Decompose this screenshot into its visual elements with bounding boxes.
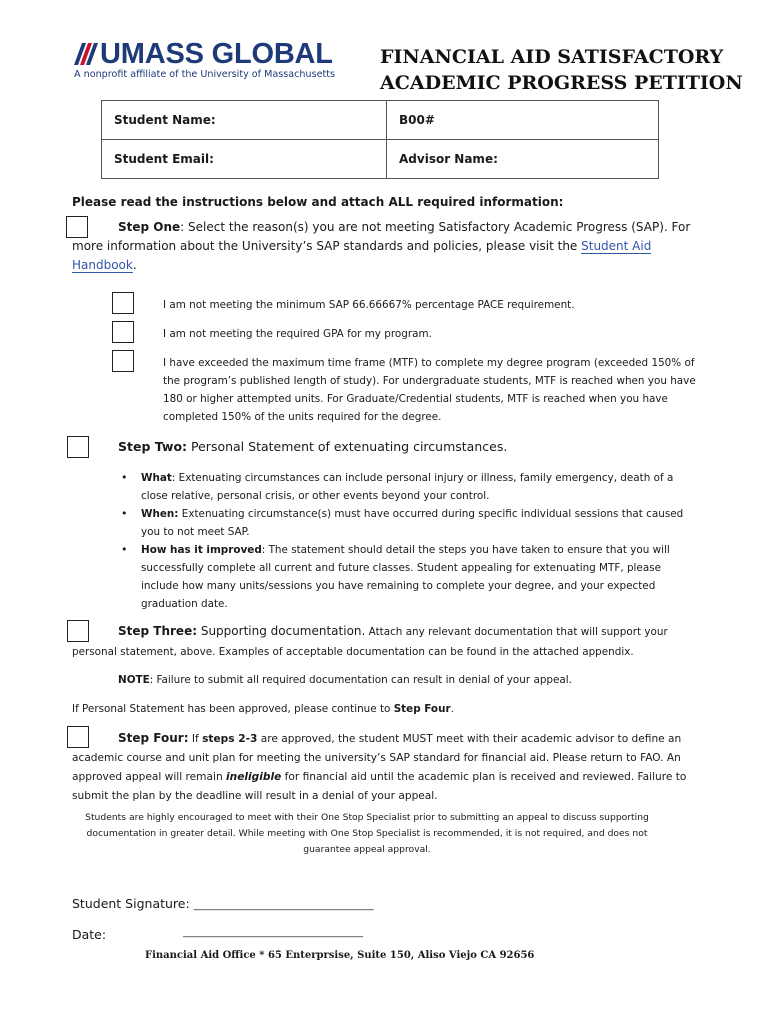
step-three-note [118,671,572,689]
step-two-checkbox[interactable] [67,436,89,458]
advisor-name-field[interactable]: Advisor Name: [387,140,659,179]
reason-gpa-checkbox[interactable] [112,321,134,343]
step-three-text-a: Supporting documentation. [197,624,366,638]
specialist-note [72,810,662,858]
signature-line[interactable]: ____________________________________ [193,900,374,911]
step-one-period: . [132,258,137,272]
continue-text [72,700,454,718]
continue-bold: Step Four [393,703,451,715]
student-aid-handbook-link[interactable]: Student Aid [581,239,652,253]
signature-label: Student Signature: [72,896,194,911]
reason-pace-text: I am not meeting the minimum SAP 66.66667% percentage PACE requirement. [163,299,575,311]
title-line-2: ACADEMIC PROGRESS PETITION [380,72,743,94]
note-label: NOTE [118,674,150,686]
specialist-note-line-3: guarantee appeal approval. [303,844,431,855]
step-four-ineligible: ineligible [226,771,282,783]
bullet-how [121,541,701,613]
step-four-text-c: academic course and unit plan for meeting the university’s SAP standard for financial aid. Please return to FAO. An [72,752,681,764]
footer-address: Financial Aid Office * 65 Enterprsise, Suite 150, Aliso Viejo CA 92656 [145,950,535,961]
student-aid-handbook-link-2[interactable]: Handbook [72,258,133,272]
step-four-text-d: approved appeal will remain [72,771,227,783]
continue-end: . [450,703,454,715]
step-two-bullets [121,469,701,613]
step-three-label: Step Three: [118,624,198,638]
b00-field[interactable]: B00# [387,101,659,140]
bullet-what-term: What [141,472,172,484]
signature-row [72,896,374,911]
specialist-note-line-1: Students are highly encouraged to meet with their One Stop Specialist prior to submitting an appeal to discuss supporting [85,812,649,823]
step-one-text [72,218,692,275]
title-line-1: FINANCIAL AID SATISFACTORY [380,46,724,68]
step-two-heading [118,437,507,456]
step-three-text [72,622,712,662]
bullet-when [121,505,701,541]
student-name-field[interactable]: Student Name: [102,101,387,140]
step-four-text-a: If [188,733,203,745]
step-three-text-c: personal statement, above. Examples of acceptable documentation can be found in the attached appendix. [72,646,634,658]
step-three-text-b: Attach any relevant documentation that will support your [365,626,668,638]
step-one-text-b: more information about the University’s SAP standards and policies, please visit the [72,239,582,253]
bullet-when-term: When: [141,508,179,520]
page-title [380,44,743,96]
step-two-text: Personal Statement of extenuating circumstances. [187,439,508,454]
step-one-text-a: : Select the reason(s) you are not meeting Satisfactory Academic Progress (SAP). For [180,220,691,234]
umass-global-logo [72,38,347,84]
bullet-when-text: Extenuating circumstance(s) must have occurred during specific individual sessions that caused you to not meet SAP. [141,508,684,538]
reason-gpa-text: I am not meeting the required GPA for my program. [163,328,432,340]
bullet-how-text: : The statement should detail the steps you have taken to ensure that you will successfully complete all current and future classes. Student appealing for extenuating MTF, please include how many units/sessions you have remaining to complete your degree, and your expected graduation date. [141,544,670,610]
bullet-what-text: : Extenuating circumstances can include personal injury or illness, family emergency, death of a close relative, personal crisis, or other events beyond your control. [141,472,674,502]
student-info-table [101,100,659,179]
step-one-label: Step One [118,220,181,234]
specialist-note-line-2: documentation in greater detail. While meeting with One Stop Specialist is recommended, it is not required, and does not [86,828,648,839]
reason-mtf-text: I have exceeded the maximum time frame (MTF) to complete my degree program (exceeded 150% of the program’s published length of study). For undergraduate students, MTF is reached when you have 180 or higher attempted units. For Graduate/Credential students, MTF is reached when you have completed 150% of the units required for the degree. [163,357,696,423]
date-line[interactable]: ____________________________________ [183,927,363,938]
reason-pace-checkbox[interactable] [112,292,134,314]
date-label: Date: [72,927,107,942]
step-four-label: Step Four: [118,731,189,745]
continue-text-a: If Personal Statement has been approved, please continue to [72,703,394,715]
step-two-label: Step Two: [118,439,188,454]
bullet-what [121,469,701,505]
student-email-field[interactable]: Student Email: [102,140,387,179]
logo-tagline: A nonprofit affiliate of the University of Massachusetts [74,69,335,80]
umass-logo-mark-icon [72,41,98,67]
instructions-heading: Please read the instructions below and attach ALL required information: [72,195,564,209]
bullet-how-term: How has it improved [141,544,262,556]
step-four-text-b: are approved, the student MUST meet with their academic advisor to define an [257,733,682,745]
step-four-bold-steps: steps 2-3 [202,733,258,745]
note-text: : Failure to submit all required documentation can result in denial of your appeal. [149,674,572,686]
reason-mtf-checkbox[interactable] [112,350,134,372]
logo-wordmark: UMASS GLOBAL [100,38,333,70]
step-four-text-e: for financial aid until the academic plan is received and reviewed. Failure to [281,771,687,783]
step-four-text-f: submit the plan by the deadline will result in a denial of your appeal. [72,790,438,802]
step-four-text [72,729,722,806]
